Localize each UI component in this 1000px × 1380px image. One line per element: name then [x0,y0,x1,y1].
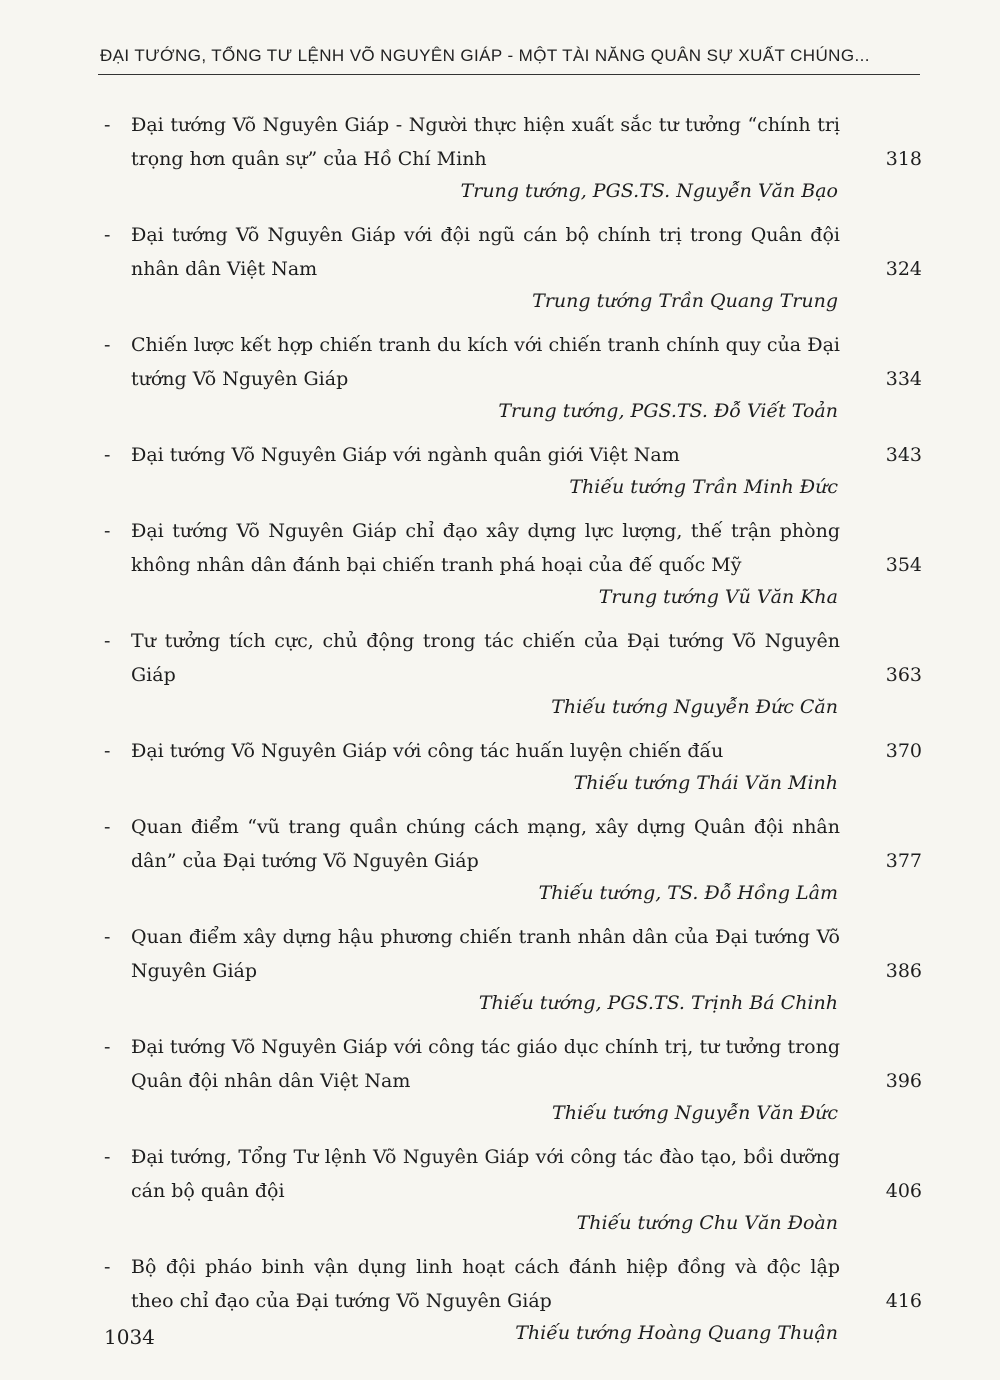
toc-entry-author: Thiếu tướng Hoàng Quang Thuận [515,1322,838,1344]
toc-entry-author: Thiếu tướng Chu Văn Đoàn [576,1212,838,1234]
toc-entry-author: Thiếu tướng Trần Minh Đức [569,476,838,498]
toc-entry [104,108,922,176]
toc-entry-author: Thiếu tướng Nguyễn Đức Căn [551,696,838,718]
toc-entry-page: 416 [885,1290,922,1312]
toc-entry [104,1250,922,1318]
toc-entry-title: - Đại tướng Võ Nguyên Giáp chỉ đạo xây dựng lực lượng, thế trận phòng không nhân dân đánh bại chiến tranh phá hoại của đế quốc Mỹ [104,514,922,582]
toc-entry-page: 406 [885,1180,922,1202]
toc-entry [104,810,922,878]
toc-entry-title: - Đại tướng Võ Nguyên Giáp với công tác huấn luyện chiến đấu [104,734,922,768]
toc-entry [104,1030,922,1098]
header-rule [98,74,920,75]
toc-entry-author: Thiếu tướng Thái Văn Minh [573,772,838,794]
toc-entry-author: Trung tướng Vũ Văn Kha [598,586,838,608]
page-number: 1034 [104,1325,155,1349]
toc-entry-page: 370 [885,740,922,762]
toc-entry-author: Thiếu tướng, TS. Đỗ Hồng Lâm [538,882,838,904]
toc-entry-author: Thiếu tướng, PGS.TS. Trịnh Bá Chinh [478,992,838,1014]
toc-entry-page: 386 [885,960,922,982]
toc-entry-page: 343 [885,444,922,466]
toc-entry-page: 363 [885,664,922,686]
toc-entry-title: - Quan điểm xây dựng hậu phương chiến tranh nhân dân của Đại tướng Võ Nguyên Giáp [104,920,922,988]
toc-entry-title: - Tư tưởng tích cực, chủ động trong tác chiến của Đại tướng Võ Nguyên Giáp [104,624,922,692]
toc-entry-title: - Quan điểm “vũ trang quần chúng cách mạng, xây dựng Quân đội nhân dân” của Đại tướng Võ Nguyên Giáp [104,810,922,878]
toc-entry-page: 396 [885,1070,922,1092]
toc-entry-title: - Đại tướng Võ Nguyên Giáp với đội ngũ cán bộ chính trị trong Quân đội nhân dân Việt Nam [104,218,922,286]
toc-entry-title: - Đại tướng Võ Nguyên Giáp với công tác giáo dục chính trị, tư tưởng trong Quân đội nhân dân Việt Nam [104,1030,922,1098]
toc-entry-page: 318 [885,148,922,170]
toc-entry-author: Thiếu tướng Nguyễn Văn Đức [552,1102,838,1124]
toc-entry-page: 324 [885,258,922,280]
toc-entry-title: - Đại tướng Võ Nguyên Giáp - Người thực hiện xuất sắc tư tưởng “chính trị trọng hơn quân sự” của Hồ Chí Minh [104,108,922,176]
toc-entry [104,734,922,768]
toc-entry-title: - Chiến lược kết hợp chiến tranh du kích với chiến tranh chính quy của Đại tướng Võ Nguyên Giáp [104,328,922,396]
toc-entry [104,438,922,472]
toc-entry-page: 334 [885,368,922,390]
toc-entry [104,920,922,988]
toc-entry-title: - Bộ đội pháo binh vận dụng linh hoạt cách đánh hiệp đồng và độc lập theo chỉ đạo của Đại tướng Võ Nguyên Giáp [104,1250,922,1318]
toc-entry [104,328,922,396]
toc-entry [104,1140,922,1208]
table-of-contents [104,108,922,1348]
toc-entry-author: Trung tướng Trần Quang Trung [532,290,838,312]
toc-entry-author: Trung tướng, PGS.TS. Nguyễn Văn Bạo [460,180,838,202]
toc-entry-title: - Đại tướng, Tổng Tư lệnh Võ Nguyên Giáp với công tác đào tạo, bồi dưỡng cán bộ quân đội [104,1140,922,1208]
toc-entry [104,624,922,692]
toc-entry-page: 377 [885,850,922,872]
toc-entry-title: - Đại tướng Võ Nguyên Giáp với ngành quân giới Việt Nam [104,438,922,472]
toc-entry [104,514,922,582]
toc-entry [104,218,922,286]
toc-entry-page: 354 [885,554,922,576]
running-header: ĐẠI TƯỚNG, TỔNG TƯ LỆNH VÕ NGUYÊN GIÁP - MỘT TÀI NĂNG QUÂN SỰ XUẤT CHÚNG... [100,46,870,65]
toc-entry-author: Trung tướng, PGS.TS. Đỗ Viết Toản [498,400,838,422]
